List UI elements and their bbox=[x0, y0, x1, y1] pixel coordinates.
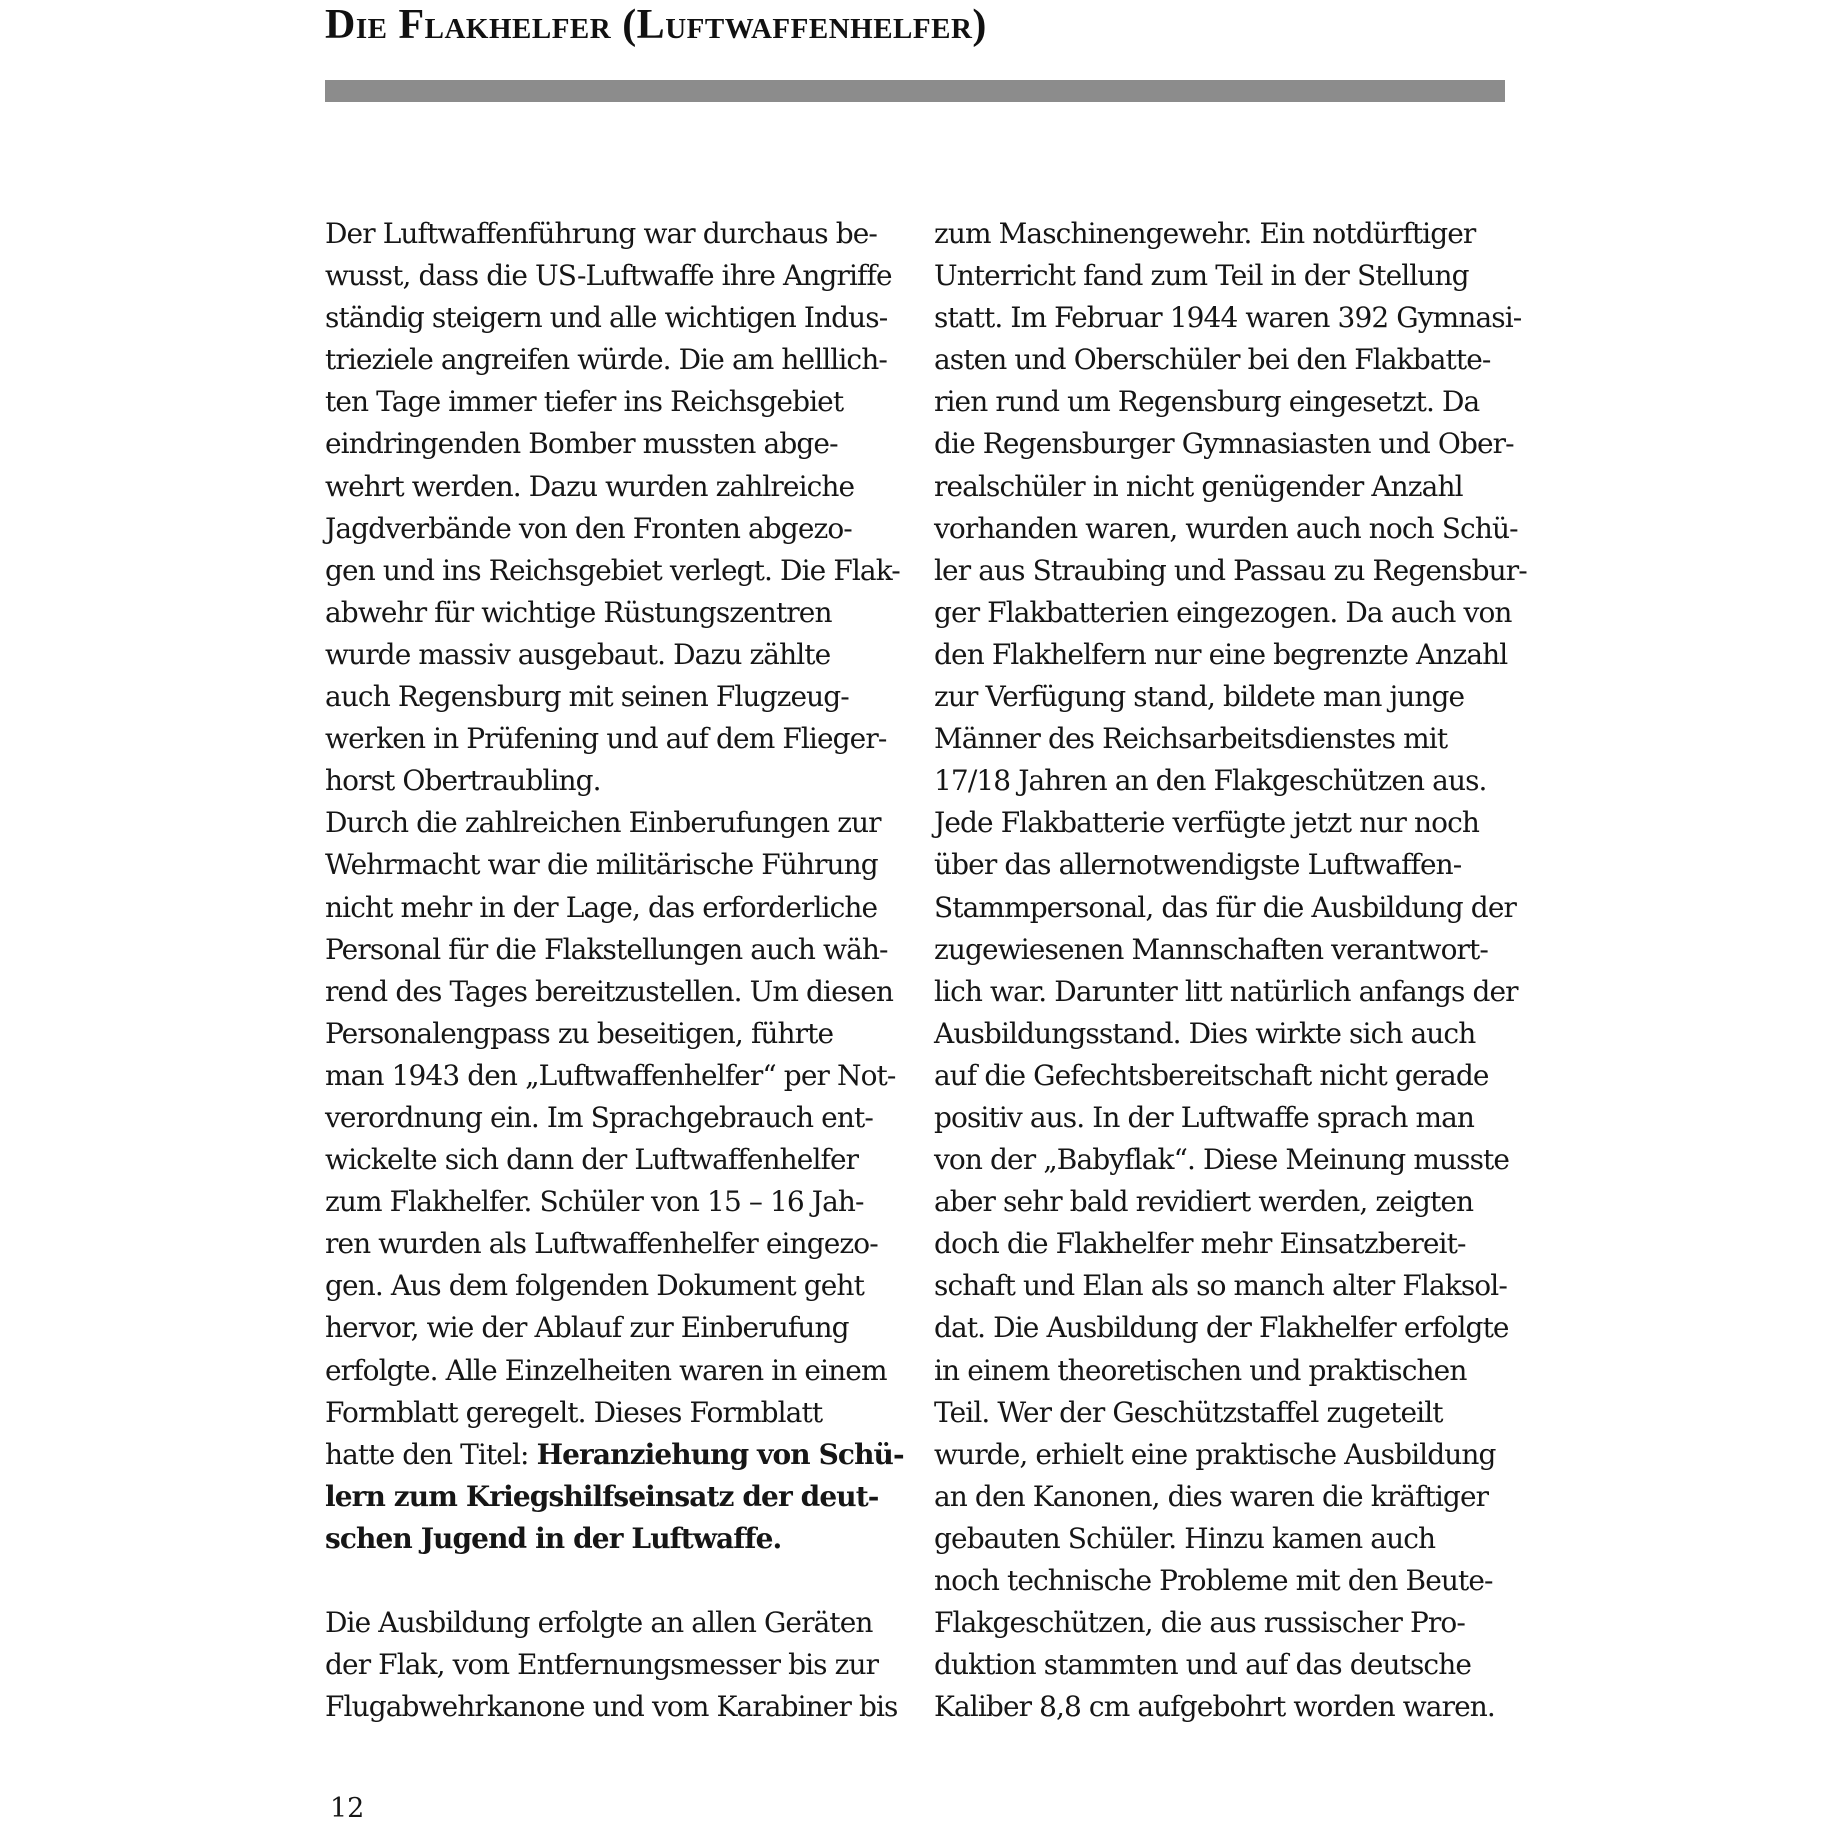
text-line bbox=[325, 1686, 903, 1728]
text-line bbox=[325, 1602, 903, 1644]
text-run: wehrt werden. Dazu wurden zahlreiche bbox=[325, 469, 855, 503]
text-run: ren wurden als Luftwaffenhelfer eingezo- bbox=[325, 1227, 878, 1261]
text-run: Jagdverbände von den Fronten abgezo- bbox=[325, 511, 852, 545]
text-line bbox=[934, 550, 1527, 592]
text-line bbox=[325, 887, 903, 929]
text-run: Personal für die Flakstellungen auch wäh- bbox=[325, 932, 888, 966]
text-line bbox=[325, 1223, 903, 1265]
text-line bbox=[325, 929, 903, 971]
text-column-left bbox=[325, 213, 903, 1728]
text-run: noch technische Probleme mit den Beute- bbox=[934, 1564, 1493, 1597]
text-run: rien rund um Regensburg eingesetzt. Da bbox=[934, 385, 1480, 419]
text-line bbox=[934, 844, 1512, 886]
text-run: eindringenden Bomber mussten abge- bbox=[325, 427, 838, 461]
text-run: dat. Die Ausbildung der Flakhelfer erfolgte bbox=[934, 1311, 1509, 1345]
text-line bbox=[934, 760, 1512, 802]
text-run: Flugabwehrkanone und vom Karabiner bis bbox=[325, 1690, 898, 1724]
text-run: über das allernotwendigste Luftwaffen- bbox=[934, 848, 1462, 882]
text-run: der Flak, vom Entfernungsmesser bis zur bbox=[325, 1648, 879, 1682]
text-line bbox=[934, 676, 1512, 718]
text-line bbox=[934, 1644, 1512, 1686]
text-run: statt. Im Februar 1944 waren 392 Gymnasi- bbox=[934, 301, 1522, 335]
text-line bbox=[325, 1181, 903, 1223]
page-number: 12 bbox=[330, 1793, 365, 1824]
text-line bbox=[325, 718, 903, 760]
text-run: Männer des Reichsarbeitsdienstes mit bbox=[934, 722, 1448, 756]
text-line bbox=[325, 760, 903, 802]
text-line bbox=[325, 1434, 903, 1476]
text-line bbox=[325, 1097, 903, 1139]
text-line bbox=[934, 1686, 1512, 1728]
text-line bbox=[325, 1644, 903, 1686]
text-line bbox=[934, 1223, 1512, 1265]
bold-text-run: lern zum Kriegshilfseinsatz der deut- bbox=[325, 1479, 879, 1513]
text-line bbox=[934, 1392, 1512, 1434]
text-line bbox=[325, 676, 903, 718]
text-line bbox=[325, 1139, 903, 1181]
text-run: Formblatt geregelt. Dieses Formblatt bbox=[325, 1395, 823, 1429]
text-line bbox=[934, 592, 1512, 634]
text-line bbox=[934, 381, 1512, 423]
text-run: positiv aus. In der Luftwaffe sprach man bbox=[934, 1100, 1475, 1134]
text-line bbox=[934, 213, 1512, 255]
text-run: zum Maschinengewehr. Ein notdürftiger bbox=[934, 217, 1476, 250]
text-line bbox=[934, 802, 1512, 844]
text-line bbox=[325, 1265, 903, 1307]
text-run: zur Verfügung stand, bildete man junge bbox=[934, 680, 1465, 714]
text-line bbox=[934, 1265, 1512, 1307]
text-run: an den Kanonen, dies waren die kräftiger bbox=[934, 1479, 1489, 1513]
text-column-right bbox=[934, 213, 1527, 1728]
text-line bbox=[934, 423, 1512, 465]
text-line bbox=[325, 1350, 903, 1392]
text-run: Teil. Wer der Geschützstaffel zugeteilt bbox=[934, 1395, 1443, 1429]
text-run: abwehr für wichtige Rüstungszentren bbox=[325, 595, 832, 629]
text-line bbox=[934, 718, 1512, 760]
text-run: den Flakhelfern nur eine begrenzte Anzahl bbox=[934, 637, 1508, 671]
text-run: ger Flakbatterien eingezogen. Da auch von bbox=[934, 595, 1512, 629]
text-run: in einem theoretischen und praktischen bbox=[934, 1353, 1467, 1387]
text-run: zugewiesenen Mannschaften verantwort- bbox=[934, 932, 1488, 966]
text-line bbox=[325, 1055, 903, 1097]
text-run: rend des Tages bereitzustellen. Um diesen bbox=[325, 974, 894, 1008]
text-line bbox=[325, 466, 903, 508]
text-run: von der „Babyflak“. Diese Meinung musste bbox=[934, 1143, 1510, 1177]
text-run: Unterricht fand zum Teil in der Stellung bbox=[934, 259, 1469, 293]
text-run: ständig steigern und alle wichtigen Indus- bbox=[325, 301, 888, 335]
paragraph-gap bbox=[325, 1560, 903, 1602]
text-run: 17/18 Jahren an den Flakgeschützen aus. bbox=[934, 764, 1487, 798]
text-run: aber sehr bald revidiert werden, zeigten bbox=[934, 1185, 1474, 1219]
text-run: doch die Flakhelfer mehr Einsatzbereit- bbox=[934, 1227, 1466, 1261]
text-run: wickelte sich dann der Luftwaffenhelfer bbox=[325, 1143, 859, 1177]
text-run: Die Ausbildung erfolgte an allen Geräten bbox=[325, 1606, 873, 1640]
text-line bbox=[325, 844, 903, 886]
text-run: Der Luftwaffenführung war durchaus be- bbox=[325, 217, 877, 250]
text-line bbox=[325, 1307, 903, 1349]
title-rule bbox=[325, 80, 1505, 102]
text-line bbox=[934, 887, 1516, 929]
text-line bbox=[934, 929, 1512, 971]
text-line bbox=[934, 1013, 1512, 1055]
text-line bbox=[934, 1560, 1512, 1602]
text-run: Kaliber 8,8 cm aufgebohrt worden waren. bbox=[934, 1690, 1495, 1724]
text-run: erfolgte. Alle Einzelheiten waren in einem bbox=[325, 1353, 887, 1387]
text-run: horst Obertraubling. bbox=[325, 764, 601, 798]
bold-text-run: schen Jugend in der Luftwaffe. bbox=[325, 1521, 782, 1555]
text-line bbox=[934, 1055, 1512, 1097]
text-run: Flakgeschützen, die aus russischer Pro- bbox=[934, 1606, 1465, 1640]
text-run: wusst, dass die US-Luftwaffe ihre Angriffe bbox=[325, 259, 892, 293]
text-run: vorhanden waren, wurden auch noch Schü- bbox=[934, 511, 1518, 545]
text-line bbox=[325, 381, 903, 423]
text-line bbox=[325, 550, 903, 592]
text-run: wurde massiv ausgebaut. Dazu zählte bbox=[325, 637, 831, 671]
text-run: trieziele angreifen würde. Die am helllich- bbox=[325, 343, 887, 377]
text-line bbox=[325, 213, 903, 255]
text-line bbox=[934, 1139, 1512, 1181]
text-run: die Regensburger Gymnasiasten und Ober- bbox=[934, 427, 1514, 461]
text-run: nicht mehr in der Lage, das erforderliche bbox=[325, 890, 878, 924]
text-line bbox=[934, 1476, 1512, 1518]
text-line bbox=[934, 1518, 1512, 1560]
text-line bbox=[934, 339, 1512, 381]
text-line bbox=[934, 1350, 1512, 1392]
text-run: lich war. Darunter litt natürlich anfangs der bbox=[934, 974, 1518, 1008]
text-line bbox=[934, 1434, 1512, 1476]
text-run: ten Tage immer tiefer ins Reichsgebiet bbox=[325, 385, 844, 419]
text-run: schaft und Elan als so manch alter Flaksol- bbox=[934, 1269, 1507, 1303]
text-line bbox=[325, 1013, 903, 1055]
text-line bbox=[934, 1602, 1512, 1644]
text-line bbox=[325, 592, 903, 634]
text-line bbox=[934, 1307, 1512, 1349]
text-line bbox=[325, 1518, 903, 1560]
text-run: Stammpersonal, das für die Ausbildung der bbox=[934, 890, 1516, 924]
text-run: man 1943 den „Luftwaffenhelfer“ per Not- bbox=[325, 1058, 896, 1092]
text-run: hervor, wie der Ablauf zur Einberufung bbox=[325, 1311, 849, 1345]
text-run: gebauten Schüler. Hinzu kamen auch bbox=[934, 1521, 1436, 1555]
text-run: duktion stammten und auf das deutsche bbox=[934, 1648, 1471, 1682]
text-run: Ausbildungsstand. Dies wirkte sich auch bbox=[934, 1016, 1476, 1050]
text-run: Wehrmacht war die militärische Führung bbox=[325, 848, 878, 882]
text-line bbox=[934, 508, 1518, 550]
text-line bbox=[325, 255, 903, 297]
text-line bbox=[325, 1392, 903, 1434]
text-line bbox=[934, 1181, 1512, 1223]
bold-text-run: Heranziehung von Schü- bbox=[536, 1437, 904, 1471]
text-run: Personalengpass zu beseitigen, führte bbox=[325, 1016, 834, 1050]
text-line bbox=[934, 971, 1518, 1013]
text-line bbox=[325, 339, 903, 381]
text-run: ler aus Straubing und Passau zu Regensbur- bbox=[934, 553, 1527, 587]
text-line bbox=[325, 634, 903, 676]
text-line bbox=[325, 297, 903, 339]
text-run: realschüler in nicht genügender Anzahl bbox=[934, 469, 1463, 503]
text-line bbox=[934, 255, 1512, 297]
text-run: zum Flakhelfer. Schüler von 15 – 16 Jah- bbox=[325, 1185, 864, 1219]
text-run: hatte den Titel: bbox=[325, 1437, 537, 1471]
text-line bbox=[934, 297, 1522, 339]
text-run: Durch die zahlreichen Einberufungen zur bbox=[325, 806, 881, 840]
text-line bbox=[325, 423, 903, 465]
text-line bbox=[934, 466, 1512, 508]
page-title: Die Flakhelfer (Luftwaffenhelfer) bbox=[325, 2, 987, 48]
text-line bbox=[934, 634, 1512, 676]
text-line bbox=[934, 1097, 1512, 1139]
text-run: auch Regensburg mit seinen Flugzeug- bbox=[325, 680, 849, 714]
text-run: gen. Aus dem folgenden Dokument geht bbox=[325, 1269, 864, 1303]
text-line bbox=[325, 802, 903, 844]
text-line bbox=[325, 1476, 903, 1518]
text-run: werken in Prüfening und auf dem Flieger- bbox=[325, 722, 887, 756]
text-run: auf die Gefechtsbereitschaft nicht gerade bbox=[934, 1058, 1489, 1092]
text-line bbox=[325, 971, 903, 1013]
text-run: Jede Flakbatterie verfügte jetzt nur noch bbox=[934, 806, 1480, 840]
text-line bbox=[325, 508, 903, 550]
text-run: gen und ins Reichsgebiet verlegt. Die Flak- bbox=[325, 553, 900, 587]
text-run: asten und Oberschüler bei den Flakbatte- bbox=[934, 343, 1491, 377]
text-run: wurde, erhielt eine praktische Ausbildung bbox=[934, 1437, 1496, 1471]
text-run: verordnung ein. Im Sprachgebrauch ent- bbox=[325, 1100, 873, 1134]
